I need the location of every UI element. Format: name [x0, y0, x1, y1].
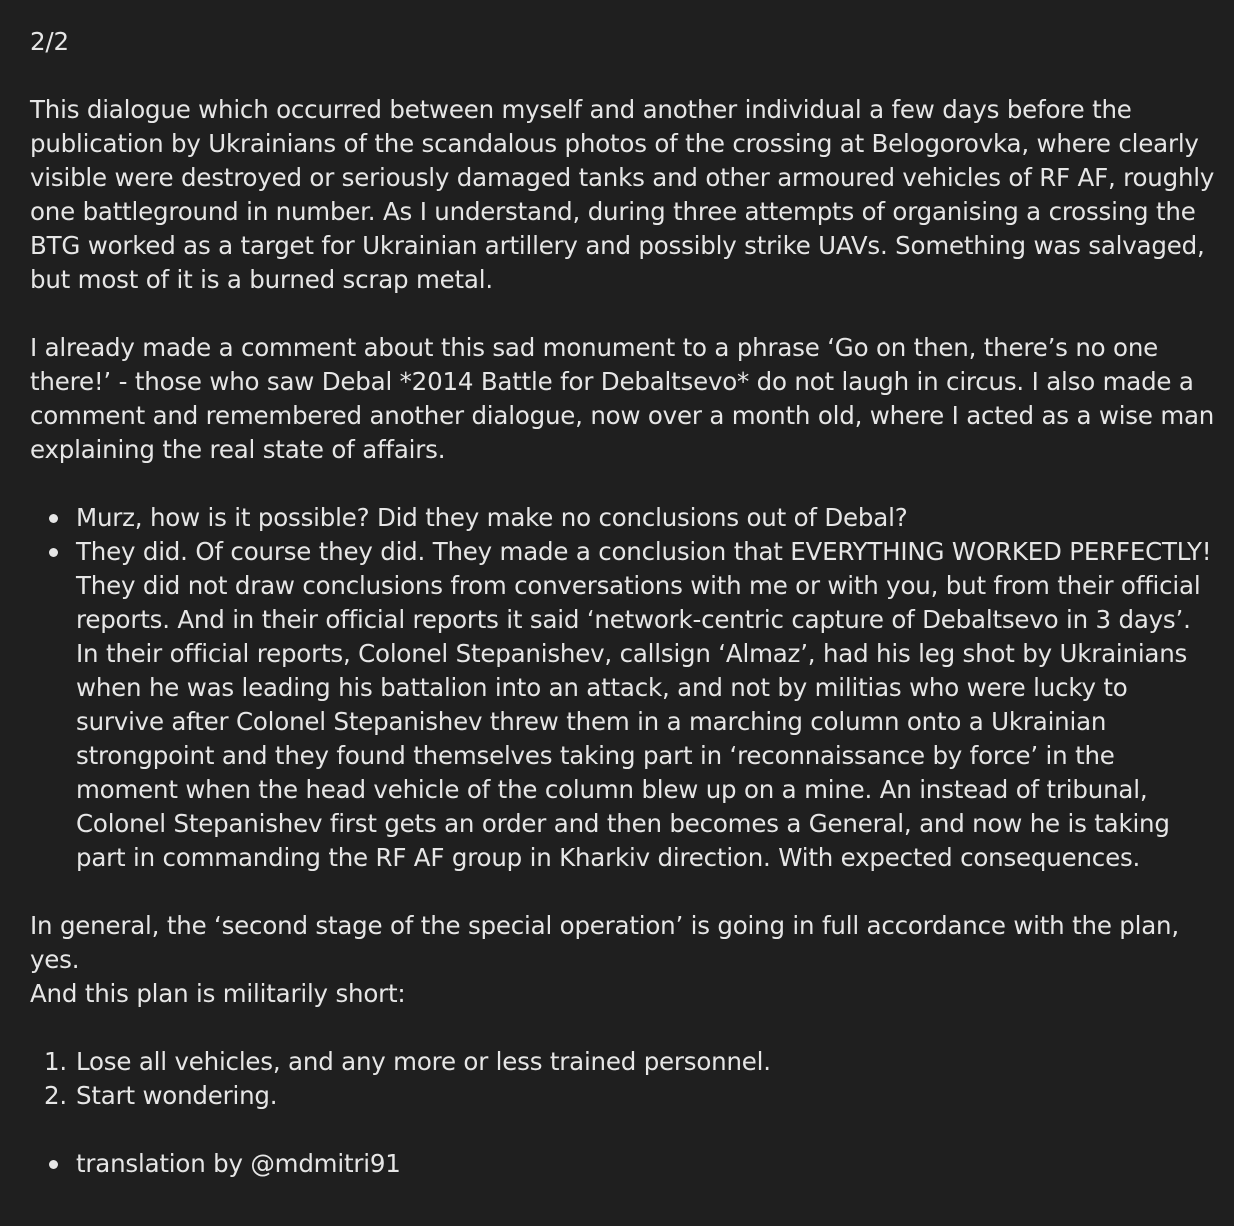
translation-credit: translation by @mdmitri91 — [30, 1147, 1220, 1181]
dialogue-item-answer: They did. Of course they did. They made a conclusion that EVERYTHING WORKED PERFECTLY! They did not draw conclusions from conversations with me or with you, but from their official reports. And in their official reports it said ‘network-centric capture of Debaltsevo in 3 days’. In their official reports, Colonel Stepanishev, callsign ‘Almaz’, had his leg shot by Ukrainians when he was leading his battalion into an attack, and not by militias who were lucky to survive after Colonel Stepanishev threw them in a marching column onto a Ukrainian strongpoint and they found themselves taking part in ‘reconnaissance by force’ in the moment when the head vehicle of the column blew up on a mine. An instead of tribunal, Colonel Stepanishev first gets an order and then becomes a General, and now he is taking part in commanding the RF AF group in Kharkiv direction. With expected consequences. — [30, 535, 1220, 875]
spacer — [30, 467, 1220, 501]
plan-item-text: Start wondering. — [76, 1081, 278, 1110]
plan-item-text: Lose all vehicles, and any more or less trained personnel. — [76, 1047, 771, 1076]
comment-paragraph: I already made a comment about this sad monument to a phrase ‘Go on then, there’s no one there!’ - those who saw Debal *2014 Battle for Debaltsevo* do not laugh in circus. I also made a comment and remembered another dialogue, now over a month old, where I acted as a wise man explaining the real state of affairs. — [30, 333, 1215, 464]
spacer — [30, 875, 1220, 909]
plan-list — [30, 1045, 1220, 1113]
document-body — [30, 25, 1220, 1181]
credit-list — [30, 1147, 1220, 1181]
spacer — [30, 59, 1220, 93]
plan-item — [30, 1079, 1220, 1113]
plan-item-number: 1. — [44, 1047, 67, 1076]
spacer — [30, 1011, 1220, 1045]
plan-item — [30, 1045, 1220, 1079]
page-counter: 2/2 — [30, 27, 69, 56]
intro-paragraph: This dialogue which occurred between myself and another individual a few days before the publication by Ukrainians of the scandalous photos of the crossing at Belogorovka, where clearly visible were destroyed or seriously damaged tanks and other armoured vehicles of RF AF, roughly one battleground in number. As I understand, during three attempts of organising a crossing the BTG worked as a target for Ukrainian artillery and possibly strike UAVs. Something was salvaged, but most of it is a burned scrap metal. — [30, 95, 1215, 294]
spacer — [30, 1113, 1220, 1147]
dialogue-list — [30, 501, 1220, 875]
plan-intro: And this plan is militarily short: — [30, 979, 406, 1008]
conclusion-line: In general, the ‘second stage of the special operation’ is going in full accordance with the plan, yes. — [30, 911, 1179, 974]
plan-item-number: 2. — [44, 1081, 67, 1110]
dialogue-item-question: Murz, how is it possible? Did they make no conclusions out of Debal? — [30, 501, 1220, 535]
spacer — [30, 297, 1220, 331]
